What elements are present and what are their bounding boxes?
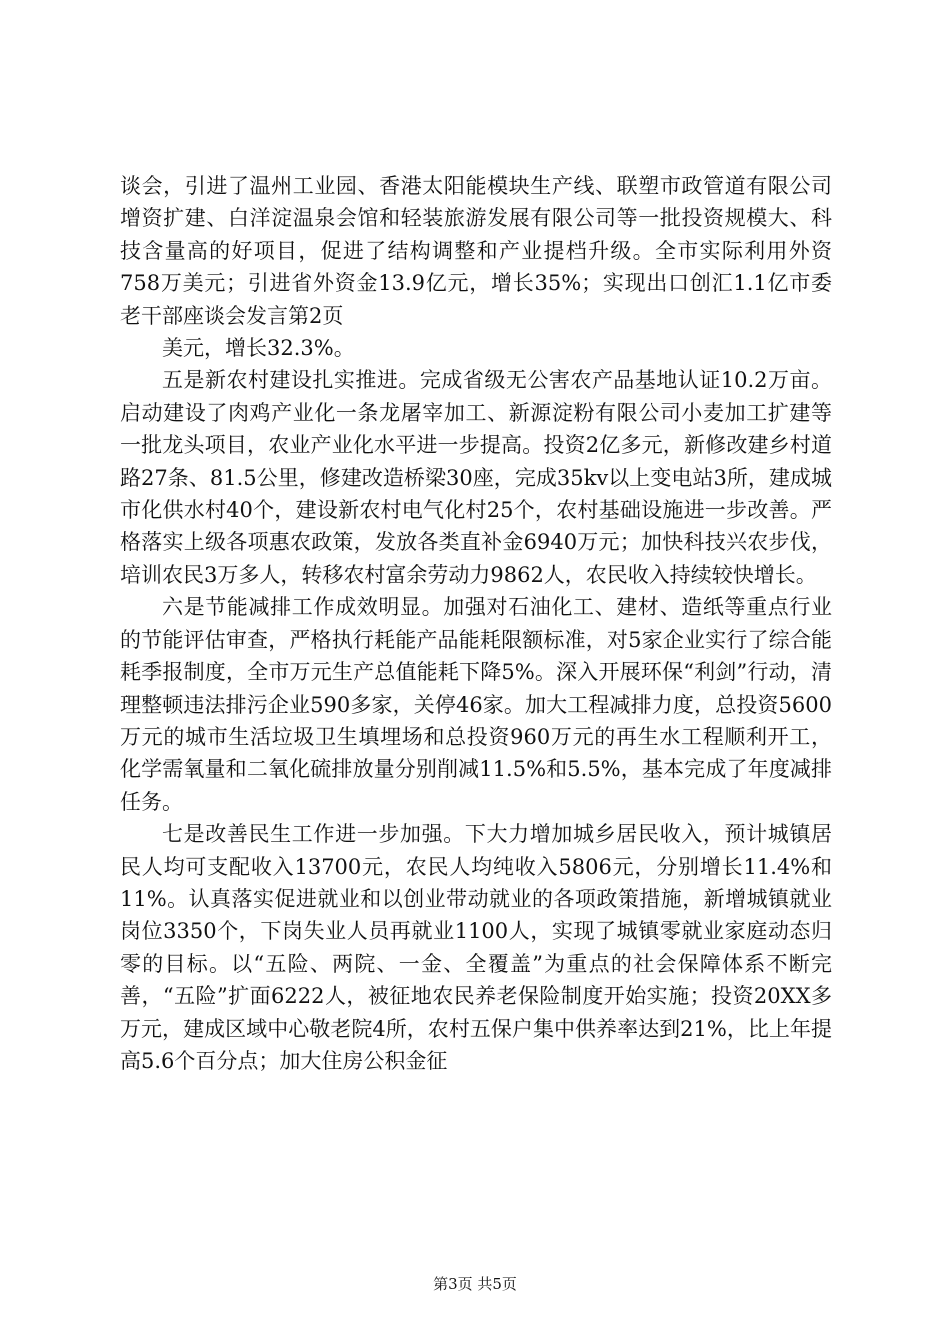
paragraph-livelihood: 七是改善民生工作进一步加强。下大力增加城乡居民收入，预计城镇居民人均可支配收入13700元，农民人均纯收入5806元，分别增长11.4%和11%。认真落实促进就业和以创业带动就业的各项政策措施，新增城镇就业岗位3350个，下岗失业人员再就业1100人，实现了城镇零就业家庭动态归零的目标。以“五险、两院、一金、全覆盖”为重点的社会保障体系不断完善，“五险”扩面6222人，被征地农民养老保险制度开始实施；投资20XX多万元，建成区域中心敬老院4所，农村五保户集中供养率达到21%，比上年提高5.6个百分点；加大住房公积金征 — [120, 822, 832, 1073]
paragraph-rural-construction: 五是新农村建设扎实推进。完成省级无公害农产品基地认证10.2万亩。启动建设了肉鸡产业化一条龙屠宰加工、新源淀粉有限公司小麦加工扩建等一批龙头项目，农业产业化水平进一步提高。投资2亿多元，新修改建乡村道路27条、81.5公里，修建改造桥梁30座，完成35kv以上变电站3所，建成城市化供水村40个，建设新农村电气化村25个，农村基础设施进一步改善。严格落实上级各项惠农政策，发放各类直补金6940万元；加快科技兴农步伐，培训农民3万多人，转移农村富余劳动力9862人，农民收入持续较快增长。 — [120, 368, 832, 587]
document-body — [120, 170, 832, 1077]
page-footer — [0, 1274, 950, 1294]
page-number-label: 第3页 共5页 — [433, 1275, 517, 1293]
paragraph-continued: 谈会，引进了温州工业园、香港太阳能模块生产线、联塑市政管道有限公司增资扩建、白洋淀温泉会馆和轻装旅游发展有限公司等一批投资规模大、科技含量高的好项目，促进了结构调整和产业提档升级。全市实际利用外资758万美元；引进省外资金13.9亿元，增长35%；实现出口创汇1.1亿市委老干部座谈会发言第2页 — [120, 174, 832, 328]
paragraph-continued-tail: 美元，增长32.3%。 — [162, 336, 355, 361]
paragraph-energy-saving: 六是节能减排工作成效明显。加强对石油化工、建材、造纸等重点行业的节能评估审查，严格执行耗能产品能耗限额标准，对5家企业实行了综合能耗季报制度，全市万元生产总值能耗下降5%。深入开展环保“利剑”行动，清理整顿违法排污企业590多家，关停46家。加大工程减排力度，总投资5600万元的城市生活垃圾卫生填埋场和总投资960万元的再生水工程顺利开工，化学需氧量和二氧化硫排放量分别削减11.5%和5.5%，基本完成了年度减排任务。 — [120, 595, 832, 814]
